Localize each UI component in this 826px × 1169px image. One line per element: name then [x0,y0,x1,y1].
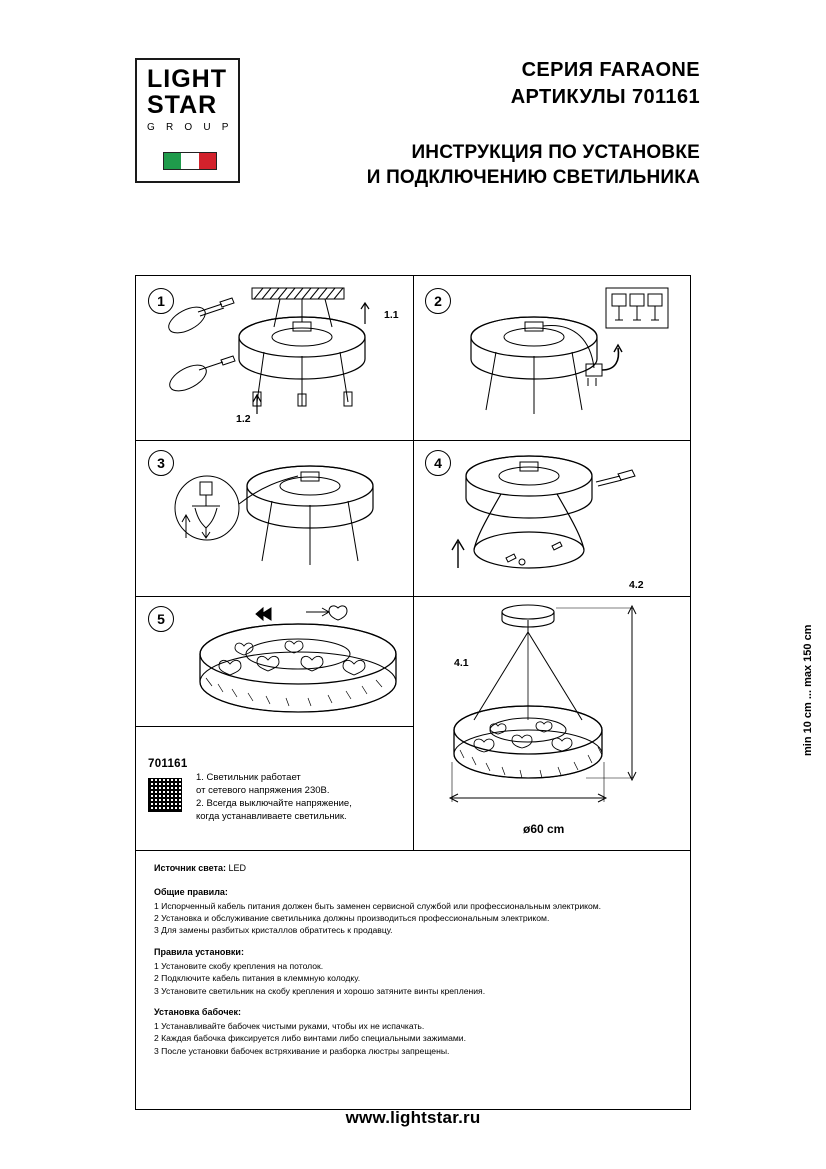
logo-line-1: LIGHT [147,65,227,93]
light-source-value: LED [228,863,246,873]
grid-rule-5 [413,276,414,596]
section-butterflies-item-3: 3 После установки бабочек встряхивание и разборка люстры запрещены. [154,1045,450,1056]
diameter-dimension-label: ø60 cm [523,822,565,836]
section-install-item-3: 3 Установите светильник на скобу крепления и хорошо затяните винты крепления. [154,985,486,996]
section-install-item-2: 2 Подключите кабель питания в клеммную колодку. [154,973,361,984]
title-line-1: ИНСТРУКЦИЯ ПО УСТАНОВКЕ [411,142,700,163]
title-line-2: И ПОДКЛЮЧЕНИЮ СВЕТИЛЬНИКА [366,167,700,188]
section-butterflies-item-1: 1 Устанавливайте бабочек чистыми руками, чтобы их не испачкать. [154,1021,425,1032]
section-general-item-3: 3 Для замены разбитых кристаллов обратитесь к продавцу. [154,925,393,936]
step-1-label-1-2: 1.2 [236,413,251,425]
section-install-item-1: 1 Установите скобу крепления на потолок. [154,961,324,972]
step-badge-4: 4 [425,450,451,476]
series-label: СЕРИЯ FARAONE [521,59,700,81]
section-heading-general: Общие правила: [154,886,228,897]
article-label: АРТИКУЛЫ 701161 [510,86,700,108]
step-2-illustration [436,282,686,437]
step-badge-1: 1 [148,288,174,314]
step-badge-2: 2 [425,288,451,314]
height-dimension-label: min 10 cm ... max 150 cm [802,624,814,756]
light-source-label: Источник света: [154,863,226,873]
section-general-item-1: 1 Испорченный кабель питания должен быть заменен сервисной службой или профессиональным электриком. [154,901,602,911]
grid-rule-3 [136,726,413,727]
legend-note-2: от сетевого напряжения 230В. [196,785,330,796]
step-4-illustration [436,446,686,596]
step-badge-3: 3 [148,450,174,476]
step-badge-5: 5 [148,606,174,632]
light-source-line [154,862,672,875]
step-1-illustration [162,282,412,437]
legend-article: 701161 [148,758,188,770]
italy-flag-icon [163,152,217,170]
qr-code-icon [148,778,182,812]
logo-line-3: G R O U P [147,122,233,133]
brand-logo [135,58,240,183]
step-4-label-4-1: 4.1 [454,657,469,669]
steps-grid [135,275,814,1110]
logo-line-2: STAR [147,91,218,119]
product-overview-illustration [436,602,686,842]
step-4-label-4-2: 4.2 [629,579,644,591]
legend-note-3: 2. Всегда выключайте напряжение, [196,798,352,809]
legend-notes [196,771,396,823]
section-heading-butterflies: Установка бабочек: [154,1006,242,1017]
legend-note-4: когда устанавливаете светильник. [196,811,347,822]
step-1-label-1-1: 1.1 [384,309,399,321]
step-3-illustration [162,446,412,596]
section-general-item-2: 2 Установка и обслуживание светильника должны производиться профессиональным электриком. [154,913,550,924]
header-text [310,58,700,190]
legend-note-1: 1. Светильник работает [196,772,301,783]
step-5-illustration [176,602,416,722]
section-heading-install: Правила установки: [154,946,244,957]
section-butterflies-item-2: 2 Каждая бабочка фиксируется либо винтами либо специальными зажимами. [154,1033,466,1044]
footer-website: www.lightstar.ru [345,1108,481,1127]
header [135,58,700,198]
info-text-block [136,850,690,1071]
